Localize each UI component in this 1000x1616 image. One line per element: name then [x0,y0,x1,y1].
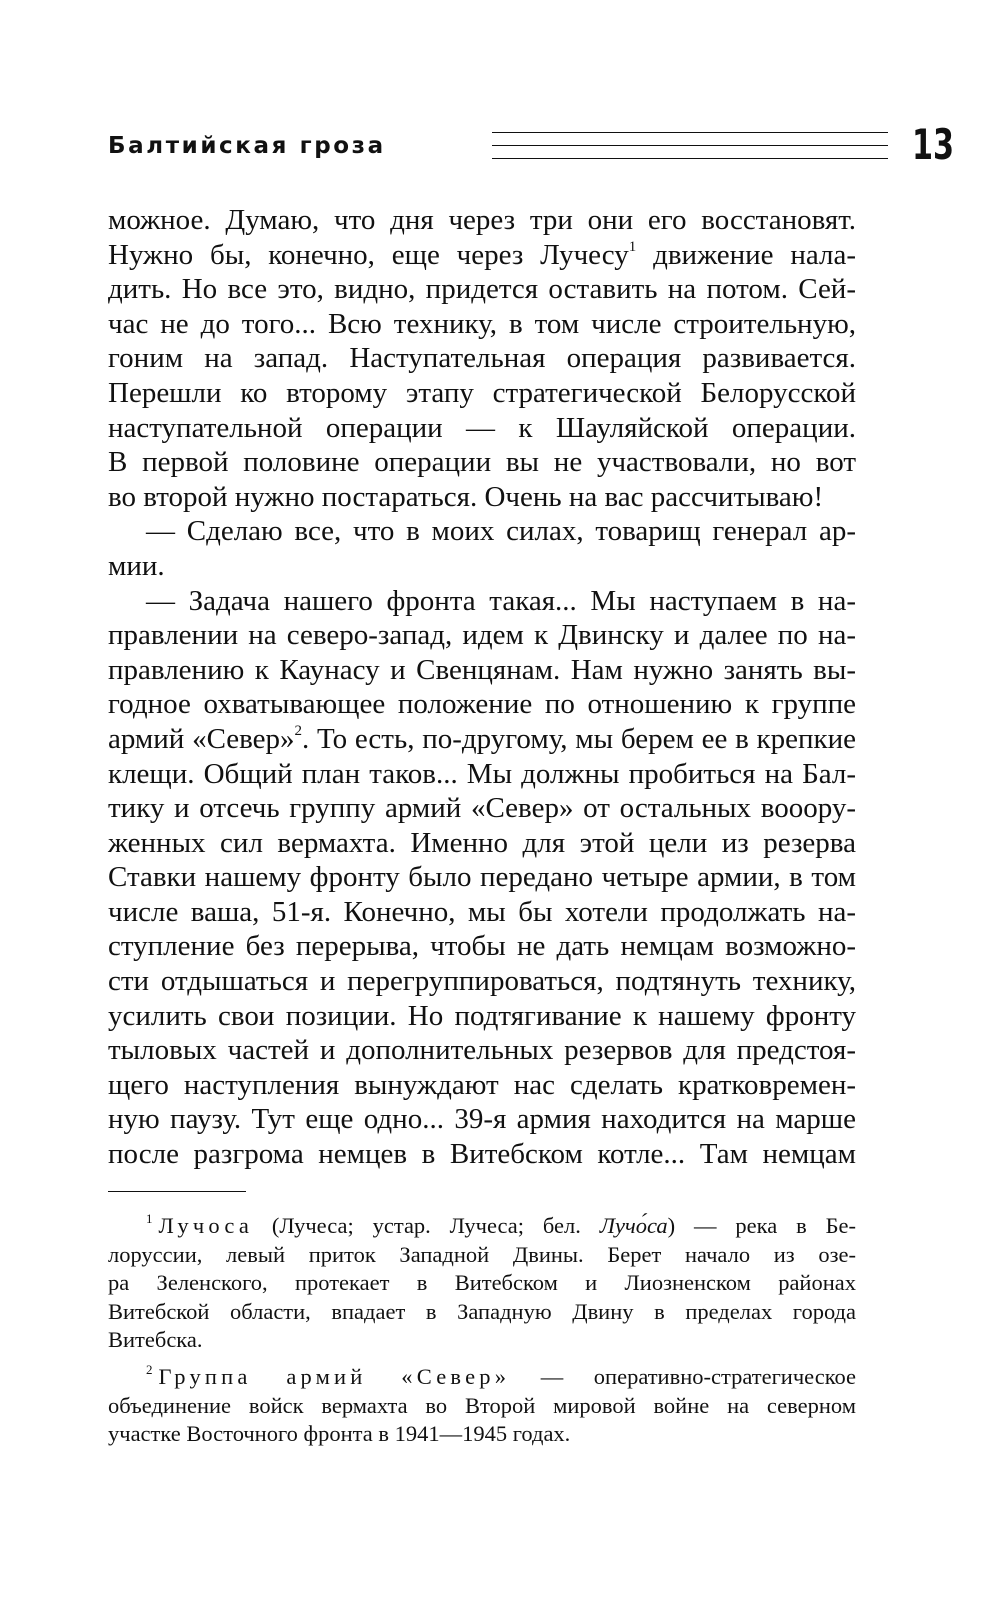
main-text [108,203,856,1172]
footnote-1-line: Витебской области, впадает в Западную Двину в пределах города [108,1298,856,1324]
footnote-2-line: участке Восточного фронта в 1941—1945 годах. [108,1421,571,1447]
header-rule-bottom [492,158,888,159]
footnote-1-line: лоруссии, левый приток Западной Двины. Берет начало из озе- [108,1241,856,1267]
footnote-2-line: объединение войск вермахта во Второй мировой войне на северном [108,1392,856,1418]
text-line: В первой половине операции вы не участвовали, но вот [108,446,856,479]
header-rule-middle [492,145,888,146]
footnotes [108,1212,856,1449]
text-line: годное охватывающее положение по отношению к группе [108,688,856,721]
text-fragment: движение нала- [636,238,856,271]
text-fragment: армий «Север» [108,722,295,755]
page-number: 13 [912,120,955,169]
text-line: Перешли ко второму этапу стратегической Белорусской [108,376,856,409]
text-line: — Задача нашего фронта такая... Мы наступаем в на- [146,584,856,617]
text-line: во второй нужно постараться. Очень на вас рассчитываю! [108,480,824,513]
running-header [108,118,955,178]
text-line: дить. Но все это, видно, придется оставить на потом. Сей- [108,273,856,306]
footnote-1-line: Витебска. [108,1327,203,1353]
text-line: женных сил вермахта. Именно для этой цели из резерва [108,826,856,859]
footnote-ref-1: 1 [628,238,637,255]
text-line: правлению к Каунасу и Свенцянам. Нам нужно занять вы- [108,653,856,686]
text-line: числе ваша, 51-я. Конечно, мы бы хотели продолжать на- [108,895,856,928]
footnote-gap [108,1355,856,1363]
footnote-2-term: Группа армий «Север» [158,1363,511,1389]
text-line: клещи. Общий план таков... Мы должны пробиться на Бал- [108,757,856,790]
text-line: мии. [108,549,165,582]
text-line [108,238,856,273]
footnote-separator [108,1191,246,1192]
text-line: ную паузу. Тут еще одно... 39-я армия находится на марше [108,1103,856,1136]
text-line: гоним на запад. Наступательная операция развивается. [108,342,856,375]
footnote-2-number: 2 [146,1361,153,1377]
footnote-1-term: Лучоса [158,1213,254,1238]
text-line: ступление без перерыва, чтобы не дать немцам возможно- [108,930,856,963]
footnote-1-line: ра Зеленского, протекает в Витебском и Лиозненском районах [108,1270,856,1296]
text-fragment: Нужно бы, конечно, еще через Лучесу [108,238,629,271]
text-line: можное. Думаю, что дня через три они его восстановят. [108,204,856,236]
text-fragment: ) — река в Бе- [667,1213,856,1238]
footnote-1-number: 1 [146,1211,153,1226]
footnote-ref-2: 2 [294,722,303,739]
text-line: правлении на северо-запад, идем к Двинску и далее по на- [108,619,856,652]
text-line: тику и отсечь группу армий «Север» от остальных вооору- [108,792,856,825]
text-line: усилить свои позиции. Но подтягивание к нашему фронту [108,999,856,1032]
text-line [108,722,856,757]
text-fragment: (Лучеса; устар. Лучеса; бел. [253,1213,600,1238]
text-line: Ставки нашему фронту было передано четыре армии, в том [108,861,856,894]
header-rule-top [492,132,888,133]
text-fragment: — оперативно-стратегическое [510,1363,856,1389]
running-title: Балтийская гроза [108,133,386,159]
text-line: после разгрома немцев в Витебском котле... Там немцам [108,1138,856,1171]
text-line: щего наступления вынуждают нас сделать кратковремен- [108,1068,856,1101]
footnote-1-line [108,1212,856,1241]
text-fragment: . То есть, по-другому, мы берем ее в крепкие [302,722,856,755]
text-line: наступательной операции — к Шауляйской операции. [108,411,856,444]
text-line: тыловых частей и дополнительных резервов для предстоя- [108,1034,856,1067]
text-line: — Сделаю все, что в моих силах, товарищ генерал ар- [146,515,856,548]
text-line: сти отдышаться и перегруппироваться, подтянуть технику, [108,965,856,998]
footnote-2-line [108,1363,856,1392]
text-line: час не до того... Всю технику, в том числе строительную, [108,307,856,340]
footnote-1-italic: Лучо́са [599,1213,668,1238]
